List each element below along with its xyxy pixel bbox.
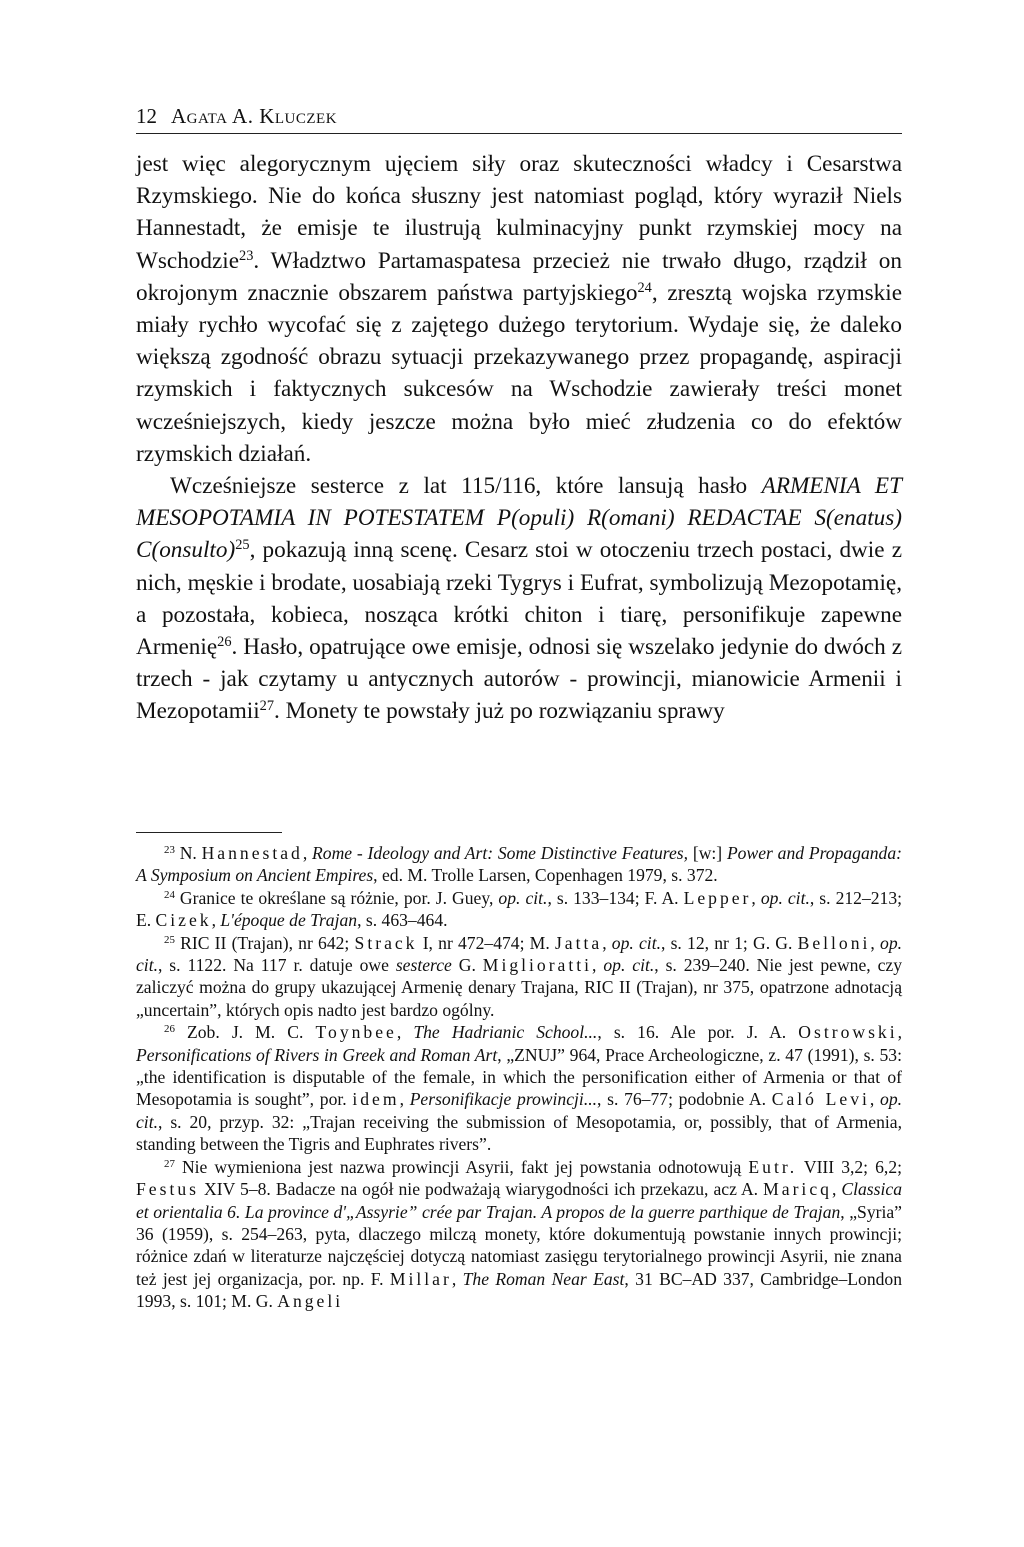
text-run: , 31 BC–AD 337, Cambridge–London 1993, s. 101; M. G.	[136, 1268, 903, 1312]
text-run: G.	[451, 955, 483, 976]
text-run: , ed. M. Trolle Larsen, Copenhagen 1979, s. 372.	[373, 865, 718, 886]
text-run: ,	[592, 955, 604, 976]
text-run: Zob. J. M. C.	[174, 1022, 316, 1043]
text-run: VIII 3,2; 6,2;	[797, 1156, 903, 1177]
author-name: Toynbee	[315, 1022, 397, 1043]
op-cit: op. cit.	[136, 1089, 903, 1132]
work-title: Power and Propaganda: A Symposium on Ancient Empires	[136, 843, 903, 886]
text-run: [w:]	[688, 843, 727, 863]
text-run: , pokazują inną scenę. Cesarz stoi w otoczeniu trzech postaci, dwie z nich, męskie i brodate, uosabiają rzeki Tygrys i Eufrat, symbolizują Mezopotamię, a pozostała, kobieca, nosząca krótki chiton i tiarę, personifikuje zapewne Armenię	[136, 537, 902, 661]
footnote-23	[136, 842, 902, 887]
footnote-26	[136, 1021, 902, 1155]
work-title: The Roman Near East	[462, 1268, 625, 1289]
text-run: ,	[451, 1268, 463, 1289]
text-run: , s. 76–77; podobnie A.	[597, 1089, 772, 1110]
op-cit: op. cit.	[136, 932, 903, 976]
op-cit: op. cit.	[498, 887, 548, 908]
author-name: Cizek	[155, 910, 212, 931]
text-run: , s. 16. Ale por. J. A.	[597, 1022, 799, 1043]
author-name: Jatta	[554, 932, 603, 953]
footnote-number: 26	[164, 1023, 175, 1036]
work-title: L'époque de Trajan	[220, 910, 358, 931]
page-number: 12	[136, 104, 157, 128]
text-run: Wcześniejsze sesterce z lat 115/116, które lansują hasło	[170, 473, 762, 500]
text-run: ,	[869, 1089, 881, 1110]
footnote-25	[136, 932, 902, 1022]
text-run: ,	[870, 932, 881, 953]
text-run: , zresztą wojska rzymskie miały rychło wycofać się z zajętego dużego terytorium. Wydaje się, że daleko większą zgodność obrazu sytuacji przekazywanego przez propagandę, aspiracji rzymskich i faktycznych sukcesów na Wschodzie zawierały treści monet wcześniejszych, kiedy jeszcze można było mieć złudzenia co do efektów rzymskich działań.	[136, 279, 902, 467]
author-name: idem	[352, 1089, 400, 1110]
work-title: Classica et orientalia 6. La province d'„Assyrie” crée par Trajan. A propos de la guerre parthique de Trajan	[136, 1179, 902, 1222]
author-name: Lepper	[683, 887, 752, 908]
text-run: , s. 133–134; F. A.	[547, 887, 684, 908]
author-name: Caló Levi	[771, 1089, 870, 1110]
op-cit: op. cit.	[611, 932, 661, 953]
author-name: Miglioratti	[482, 955, 593, 976]
work-title: The Hadrianic School...	[413, 1022, 598, 1043]
author-name: Strack	[354, 932, 418, 953]
op-cit: op. cit.	[760, 887, 810, 908]
author-name: Hannestad	[201, 843, 303, 863]
author-name: Ostrowski	[798, 1022, 898, 1043]
text-run: , s. 463–464.	[357, 910, 448, 931]
footnote-ref-25[interactable]: 25	[235, 537, 250, 554]
text-run: ,	[399, 1089, 410, 1110]
footnote-number: 23	[164, 844, 175, 856]
coin-legend: ARMENIA ET MESOPOTAMIA IN POTESTATEM P(opuli) R(omani) REDACTAE S(enatus) C(onsulto)	[136, 473, 902, 564]
text-run: ,	[602, 932, 612, 953]
footnote-24	[136, 887, 902, 932]
author-name: Maricq	[763, 1179, 832, 1200]
running-head-author: Agata A. Kluczek	[171, 104, 338, 128]
footnote-ref-24[interactable]: 24	[637, 279, 652, 296]
text-run: , s. 212–213; E.	[136, 887, 903, 931]
author-name: Belloni	[797, 932, 871, 953]
text-run: , „ZNUJ” 964, Prace Archeologiczne, z. 47 (1991), s. 53: „the identification is disputable of the female, in which the personification either of Armenia or that of Mesopotamia is sought”, por.	[136, 1044, 902, 1110]
paragraph-2	[136, 470, 902, 728]
text-run: , s. 1122. Na 117 r. datuje owe	[157, 955, 396, 976]
text-run: Nie wymieniona jest nazwa prowincji Asyrii, fakt jej powstania odnotowują	[174, 1156, 749, 1177]
footnote-number: 27	[164, 1157, 175, 1170]
footnote-27	[136, 1156, 902, 1313]
footnote-ref-23[interactable]: 23	[239, 247, 254, 264]
author-name: Angeli	[277, 1291, 344, 1312]
text-run: . Monety te powstały już po rozwiązaniu sprawy	[274, 698, 725, 725]
text-run: . Władztwo Partamaspatesa przecież nie trwało długo, rządził on okrojonym znacznie obszarem państwa partyjskiego	[136, 247, 902, 306]
author-name: Eutr.	[748, 1156, 798, 1177]
text-run: , s. 239–240. Nie jest pewne, czy zaliczyć można do grupy ukazującej Armenię denary Trajana, RIC II (Trajan), nr 375, opatrzone adnotacją „uncertain”, których opis nadto jest bardzo ogólny.	[136, 955, 903, 1020]
text-run: ,	[831, 1179, 842, 1200]
footnotes	[136, 842, 902, 1313]
work-title: Personifikacje prowincji...	[409, 1089, 598, 1110]
text-run: N.	[174, 843, 202, 863]
text-run: jest więc alegorycznym ujęciem siły oraz skuteczności władcy i Cesarstwa Rzymskiego. Nie do końca słuszny jest natomiast pogląd, który wyraził Niels Hannestadt, że emisje te ilustrują kulminacyjny punkt rzymskiej mocy na Wschodzie	[136, 151, 902, 274]
footnote-number: 25	[164, 933, 175, 946]
text-run: ,	[302, 843, 313, 863]
footnote-ref-27[interactable]: 27	[259, 698, 275, 715]
text-run: ,	[897, 1022, 903, 1043]
op-cit: op. cit.	[603, 955, 655, 976]
paragraph-1	[136, 148, 902, 470]
footnote-divider	[136, 832, 282, 833]
text-run: RIC II (Trajan), nr 642;	[174, 932, 355, 953]
work-title: Personifications of Rivers in Greek and Roman Art	[136, 1044, 498, 1065]
text-run: I, nr 472–474; M.	[417, 932, 555, 953]
text-run: ,	[751, 887, 761, 908]
text-run: , s. 20, przyp. 32: „Trajan receiving the submission of Mesopotamia, or, possibly, that of Armenia, standing between the Tigris and Euphrates rivers”.	[136, 1111, 902, 1155]
author-name: Festus	[136, 1179, 199, 1200]
text-run: , s. 12, nr 1; G. G.	[660, 932, 798, 953]
text-run: . Hasło, opatrujące owe emisje, odnosi się wszelako jedynie do dwóch z trzech - jak czytamy u antycznych autorów - prowincji, mianowicie Armenii i Mezopotamii	[136, 634, 902, 725]
work-title: Rome - Ideology and Art: Some Distinctive Features,	[312, 843, 689, 863]
italic-term: sesterce	[395, 955, 452, 976]
footnote-ref-26[interactable]: 26	[217, 634, 232, 651]
text-run: Granice te określane są różnie, por. J. Guey,	[174, 887, 499, 908]
author-name: Millar	[389, 1268, 452, 1289]
text-run: ,	[396, 1022, 414, 1043]
main-text	[136, 148, 902, 728]
text-run: ,	[211, 910, 221, 931]
running-head	[136, 103, 902, 134]
text-run: , „Syria” 36 (1959), s. 254–263, pyta, dlaczego milczą monety, które dokumentują powstanie innych prowincji; różnice zdań w literaturze najczęściej dotyczą natomiast zasięgu terytorialnego prowincji Asyrii, nie znana też jest jej organizacja, por. np. F.	[136, 1201, 902, 1289]
footnote-number: 24	[164, 888, 175, 901]
text-run: XIV 5–8. Badacze na ogół nie podważają wiarygodności ich przekazu, acz A.	[198, 1179, 764, 1200]
